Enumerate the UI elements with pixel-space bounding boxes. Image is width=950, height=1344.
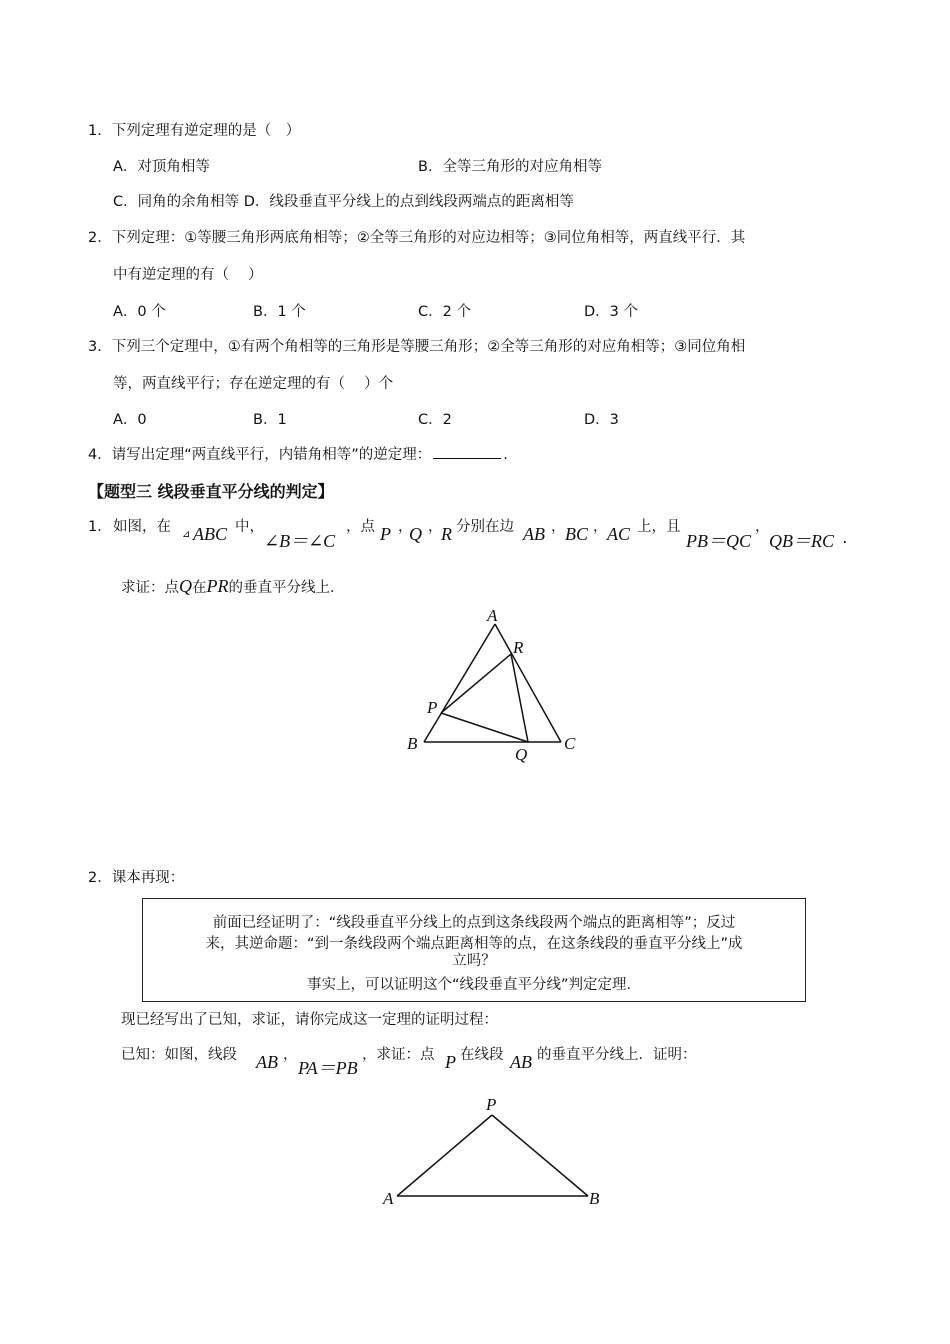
label-r: R <box>513 638 524 657</box>
q3-option-b: B．1 <box>253 412 287 428</box>
label-q: Q <box>515 745 528 764</box>
segment-pr <box>441 654 511 713</box>
p1-text-4: 分别在边 <box>456 519 514 535</box>
p1-text-3: ，点 <box>346 519 375 535</box>
p1-comma-2: ， <box>428 519 443 535</box>
q3-stem-line1: 3．下列三个定理中，①有两个角相等的三角形是等腰三角形；②全等三角形的对应角相等；③同位角相 <box>88 339 746 355</box>
p1-text-2: 中， <box>235 519 264 535</box>
label-b-2: B <box>589 1189 600 1208</box>
p2-known-mid2: 在线段 <box>460 1047 504 1063</box>
q1-option-b: B．全等三角形的对应角相等 <box>418 159 602 175</box>
p2-segment-ab-2: AB <box>510 1052 532 1072</box>
p1-side-bc: BC <box>565 524 589 544</box>
p2-title: 2．课本再现： <box>88 870 185 886</box>
q4-stem: 4．请写出定理“两直线平行，内错角相等”的逆定理： . <box>88 443 508 464</box>
p1-comma-5: ， <box>755 519 770 535</box>
section-heading: 【题型三 线段垂直平分线的判定】 <box>88 482 334 501</box>
p1-comma-1: ， <box>398 519 413 535</box>
q1-stem: 1．下列定理有逆定理的是（ ） <box>88 123 301 139</box>
p1-eq-1: PB＝QC <box>686 531 751 551</box>
p2-segment-ab: AB <box>256 1052 278 1072</box>
q3-option-c: C．2 <box>418 412 452 428</box>
p1-text-5: 上，且 <box>637 519 681 535</box>
segment-pb <box>492 1115 588 1196</box>
p1-comma-4: ， <box>593 519 608 535</box>
q2-option-b: B．1 个 <box>253 304 306 320</box>
box-line-4: 事实上，可以证明这个“线段垂直平分线”判定定理． <box>306 977 642 993</box>
p1-eq-2: QB＝RC <box>769 531 834 551</box>
textbook-box <box>142 898 806 1002</box>
label-p: P <box>427 698 438 717</box>
p1-side-ac: AC <box>607 524 631 544</box>
box-line-2: 来，其逆命题：“到一条线段两个端点距离相等的点，在这条线段的垂直平分线上”成 <box>205 936 743 952</box>
p1-point-q: Q <box>409 524 422 544</box>
p2-comma: ， <box>283 1047 298 1063</box>
p1-point-p: P <box>380 524 391 544</box>
label-b: B <box>407 734 418 753</box>
segment-pa <box>397 1115 492 1196</box>
q1-option-a: A．对顶角相等 <box>113 159 210 175</box>
q1-option-cd: C．同角的余角相等 D．线段垂直平分线上的点到线段两端点的距离相等 <box>113 194 574 210</box>
p1-text-1: 如图，在 <box>113 519 171 535</box>
p2-known-post: 的垂直平分线上．证明： <box>537 1047 697 1063</box>
p1-angle-eq: ∠B＝∠C <box>264 531 336 551</box>
p1-prove-line: 求证：点Q在PR的垂直平分线上． <box>121 576 345 596</box>
p1-comma-3: ， <box>551 519 566 535</box>
p1-point-r: R <box>441 524 452 544</box>
label-a: A <box>487 606 498 625</box>
p1-abc: ABC <box>193 524 227 544</box>
segment-pq <box>441 713 528 742</box>
box-line-3: 立吗？ <box>452 953 496 969</box>
p2-point-p: P <box>445 1052 456 1072</box>
q2-option-c: C．2 个 <box>418 304 471 320</box>
p2-eq: PA＝PB <box>298 1058 358 1078</box>
q2-stem-line2: 中有逆定理的有（ ） <box>113 267 263 283</box>
box-line-1: 前面已经证明了：“线段垂直平分线上的点到这条线段两个端点的距离相等”；反过 <box>212 915 736 931</box>
p2-known-pre: 已知：如图，线段 <box>121 1047 237 1063</box>
q2-stem-line1: 2．下列定理：①等腰三角形两底角相等；②全等三角形的对应边相等；③同位角相等，两直线平行．其 <box>88 230 746 246</box>
q3-option-a: A．0 <box>113 412 147 428</box>
q2-option-d: D．3 个 <box>584 304 638 320</box>
segment-ac <box>495 624 561 742</box>
label-c: C <box>564 734 576 753</box>
label-a-2: A <box>383 1189 394 1208</box>
p1-period: . <box>843 527 848 547</box>
p2-instruction: 现已经写出了已知，求证，请你完成这一定理的证明过程： <box>121 1012 498 1028</box>
q2-option-a: A．0 个 <box>113 304 166 320</box>
q3-stem-line2: 等，两直线平行；存在逆定理的有（ ）个 <box>113 376 394 392</box>
segment-ab <box>424 624 495 742</box>
triangle-symbol: ⊿ <box>182 529 191 540</box>
p1-side-ab: AB <box>523 524 545 544</box>
p2-known-mid: ，求证：点 <box>362 1047 435 1063</box>
q3-option-d: D．3 <box>584 412 619 428</box>
p1-num: 1． <box>88 519 112 535</box>
label-p-2: P <box>486 1095 497 1114</box>
